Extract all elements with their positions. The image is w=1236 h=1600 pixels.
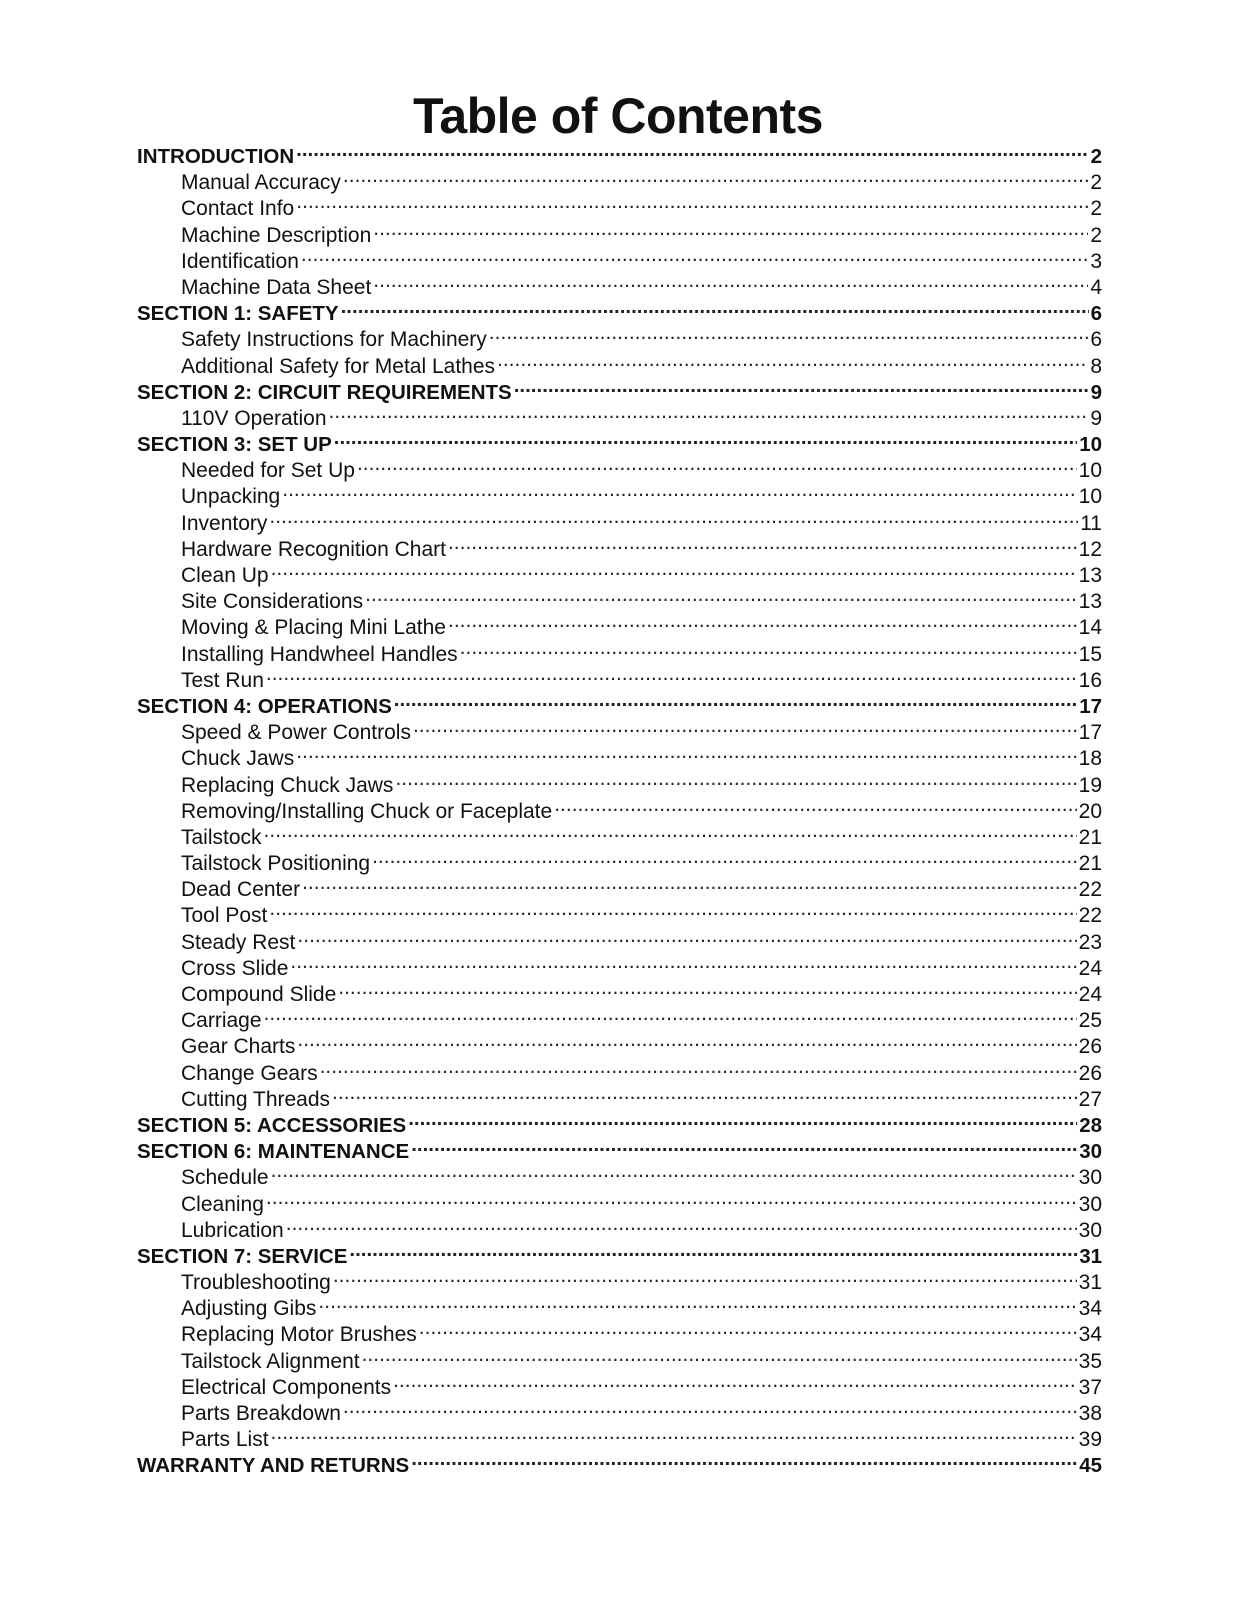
toc-page-number: 2 (1090, 171, 1102, 195)
toc-page-number: 6 (1090, 302, 1102, 326)
dot-leader (357, 451, 1077, 477)
dot-leader (296, 739, 1076, 765)
toc-entry-title: Dead Center (181, 878, 301, 902)
toc-subsection-entry[interactable] (137, 923, 1102, 954)
toc-page-number: 19 (1078, 773, 1102, 797)
toc-entry-title: Contact Info (181, 197, 295, 221)
toc-page-number: 11 (1080, 511, 1102, 535)
dot-leader (365, 582, 1077, 608)
toc-page-number: 15 (1078, 642, 1102, 666)
dot-leader (271, 1420, 1077, 1446)
toc-subsection-entry[interactable] (137, 1158, 1102, 1190)
toc-entry-title: SECTION 6: MAINTENANCE (137, 1140, 410, 1164)
toc-subsection-entry[interactable] (137, 530, 1102, 561)
toc-entry-title: Machine Data Sheet (181, 275, 372, 299)
toc-page-number: 3 (1090, 249, 1102, 273)
toc-page-number: 30 (1078, 1192, 1102, 1216)
toc-page-number: 20 (1078, 799, 1102, 823)
dot-leader (266, 661, 1077, 687)
dot-leader (264, 1001, 1077, 1027)
toc-subsection-entry[interactable] (137, 582, 1102, 614)
dot-leader (460, 635, 1077, 661)
toc-entry-title: Identification (181, 249, 299, 273)
dot-leader (282, 477, 1076, 503)
dot-leader (301, 242, 1088, 268)
toc-entry-title: Cutting Threads (181, 1087, 331, 1111)
dot-leader (320, 1054, 1077, 1080)
toc-page-number: 10 (1078, 485, 1102, 509)
toc-entry-title: Additional Safety for Metal Lathes (181, 354, 496, 378)
toc-entry-title: Manual Accuracy (181, 171, 341, 195)
dot-leader (393, 1368, 1077, 1394)
toc-page-number: 45 (1079, 1454, 1102, 1478)
dot-leader (286, 1211, 1077, 1237)
toc-page-number: 26 (1078, 1035, 1102, 1059)
toc-entry-title: Compound Slide (181, 983, 337, 1006)
toc-page-number: 10 (1078, 459, 1102, 483)
toc-page-number: 12 (1078, 537, 1102, 561)
toc-page-number: 26 (1078, 1061, 1102, 1085)
dot-leader (394, 687, 1077, 713)
toc-page-number: 6 (1090, 328, 1102, 352)
dot-leader (269, 896, 1076, 922)
toc-page-number: 18 (1078, 747, 1102, 771)
toc-section-entry[interactable] (137, 1446, 1102, 1478)
dot-leader (448, 608, 1077, 634)
toc-entry-title: SECTION 3: SET UP (137, 433, 332, 457)
dot-leader (448, 530, 1077, 556)
toc-entry-title: Needed for Set Up (181, 459, 355, 483)
toc-page-number: 21 (1078, 825, 1102, 849)
toc-entry-title: INTRODUCTION (137, 145, 295, 168)
toc-page-number: 28 (1079, 1113, 1102, 1137)
toc-section-entry[interactable] (137, 687, 1102, 718)
toc-entry-title: Adjusting Gibs (181, 1297, 317, 1321)
toc-subsection-entry[interactable] (137, 818, 1102, 849)
toc-subsection-entry[interactable] (137, 844, 1102, 876)
toc-page-number: 17 (1079, 694, 1102, 718)
dot-leader (373, 268, 1088, 294)
toc-page-number: 39 (1078, 1428, 1102, 1452)
toc-entry-title: Parts List (181, 1428, 269, 1452)
dot-leader (290, 949, 1076, 975)
dot-leader (271, 1158, 1077, 1184)
toc-entry-title: Clean Up (181, 564, 269, 587)
toc-entry-title: Speed & Power Controls (181, 721, 411, 745)
toc-entry-title: Change Gears (181, 1061, 318, 1085)
dot-leader (497, 347, 1088, 373)
dot-leader (269, 504, 1078, 530)
toc-subsection-entry[interactable] (137, 504, 1102, 535)
toc-entry-title: Cleaning (181, 1192, 264, 1216)
toc-section-entry[interactable] (137, 137, 1102, 168)
toc-entry-title: Hardware Recognition Chart (181, 537, 446, 561)
toc-entry-title: Parts Breakdown (181, 1402, 341, 1425)
dot-leader (332, 1080, 1077, 1106)
toc-page-number: 27 (1078, 1087, 1102, 1111)
dot-leader (296, 189, 1088, 215)
toc-subsection-entry[interactable] (137, 896, 1102, 928)
dot-leader (489, 320, 1089, 346)
dot-leader (411, 1132, 1077, 1158)
toc-page-number: 34 (1078, 1297, 1102, 1321)
toc-entry-title: Site Considerations (181, 590, 364, 614)
toc-subsection-entry[interactable] (137, 1027, 1102, 1059)
toc-page-number: 34 (1078, 1323, 1102, 1347)
toc-page-number: 16 (1078, 668, 1102, 692)
toc-page-number: 13 (1078, 564, 1102, 587)
dot-leader (334, 425, 1077, 451)
toc-subsection-entry[interactable] (137, 1001, 1102, 1033)
toc-entry-title: Installing Handwheel Handles (181, 642, 458, 666)
dot-leader (297, 1027, 1076, 1053)
toc-page-number: 30 (1078, 1218, 1102, 1242)
dot-leader (297, 923, 1076, 949)
toc-entry-title: Cross Slide (181, 956, 289, 980)
dot-leader (302, 870, 1077, 896)
toc-page-number: 9 (1090, 380, 1102, 404)
dot-leader (333, 1263, 1077, 1289)
toc-entry-title: SECTION 4: OPERATIONS (137, 694, 392, 718)
dot-leader (411, 1446, 1077, 1472)
toc-entry-title: Moving & Placing Mini Lathe (181, 616, 446, 640)
toc-entry-title: Replacing Chuck Jaws (181, 773, 394, 797)
toc-page-number: 4 (1090, 275, 1102, 299)
dot-leader (338, 975, 1076, 1001)
dot-leader (343, 163, 1088, 189)
toc-entry-title: SECTION 1: SAFETY (137, 302, 339, 326)
toc-page-number: 25 (1078, 1009, 1102, 1033)
dot-leader (395, 766, 1076, 792)
toc-entry-title: Tailstock Alignment (181, 1349, 360, 1373)
toc-subsection-entry[interactable] (137, 477, 1102, 509)
dot-leader (296, 137, 1088, 163)
dot-leader (554, 792, 1076, 818)
dot-leader (373, 216, 1088, 242)
toc-page-number: 23 (1078, 930, 1102, 954)
toc-entry-title: SECTION 7: SERVICE (137, 1244, 348, 1268)
toc-entry-title: Machine Description (181, 223, 372, 247)
toc-page-number: 13 (1078, 590, 1102, 614)
toc-entry-title: Tailstock Positioning (181, 852, 371, 876)
toc-entry-title: Unpacking (181, 485, 281, 509)
toc-page-number: 14 (1078, 616, 1102, 640)
toc-page-number: 37 (1078, 1375, 1102, 1399)
toc-entry-title: SECTION 2: CIRCUIT REQUIREMENTS (137, 380, 512, 404)
toc-page-number: 31 (1079, 1244, 1102, 1268)
toc-entry-title: Tailstock (181, 825, 262, 849)
toc-page-number: 30 (1078, 1166, 1102, 1190)
dot-leader (341, 294, 1089, 320)
toc-page-number: 10 (1079, 433, 1102, 457)
toc-entry-title: Electrical Components (181, 1375, 392, 1399)
dot-leader (264, 818, 1077, 844)
toc-page-number: 17 (1078, 721, 1102, 745)
dot-leader (266, 1185, 1077, 1211)
dot-leader (343, 1394, 1077, 1420)
dot-leader (349, 1237, 1077, 1263)
toc-subsection-entry[interactable] (137, 661, 1102, 692)
toc-entry-title: Carriage (181, 1009, 262, 1033)
dot-leader (329, 399, 1089, 425)
toc-entry-title: Test Run (181, 668, 264, 692)
toc-page-number: 30 (1079, 1140, 1102, 1164)
toc-page-number: 35 (1078, 1349, 1102, 1373)
toc-page-number: 2 (1090, 223, 1102, 247)
toc-page-number: 24 (1078, 983, 1102, 1006)
table-of-contents (137, 137, 1102, 1478)
toc-entry-title: Replacing Motor Brushes (181, 1323, 417, 1347)
toc-page-number: 9 (1090, 406, 1102, 430)
toc-entry-title: Safety Instructions for Machinery (181, 328, 487, 352)
toc-entry-title: Removing/Installing Chuck or Faceplate (181, 799, 553, 823)
dot-leader (271, 556, 1077, 582)
toc-entry-title: SECTION 5: ACCESSORIES (137, 1113, 407, 1137)
toc-subsection-entry[interactable] (137, 1211, 1102, 1242)
dot-leader (362, 1342, 1077, 1368)
dot-leader (514, 373, 1089, 399)
toc-subsection-entry[interactable] (137, 556, 1102, 587)
toc-entry-title: Chuck Jaws (181, 747, 295, 771)
toc-entry-title: 110V Operation (181, 406, 327, 430)
toc-entry-title: Schedule (181, 1166, 269, 1190)
toc-page-number: 24 (1078, 956, 1102, 980)
toc-entry-title: Troubleshooting (181, 1271, 331, 1295)
dot-leader (408, 1106, 1077, 1132)
toc-entry-title: Lubrication (181, 1218, 284, 1242)
toc-page-number: 22 (1078, 904, 1102, 928)
toc-entry-title: WARRANTY AND RETURNS (137, 1454, 410, 1478)
toc-entry-title: Tool Post (181, 904, 268, 928)
toc-page-number: 2 (1090, 145, 1102, 168)
toc-entry-title: Inventory (181, 511, 268, 535)
toc-subsection-entry[interactable] (137, 1185, 1102, 1216)
page-title: Table of Contents (412, 88, 823, 144)
dot-leader (413, 713, 1077, 739)
toc-subsection-entry[interactable] (137, 1420, 1102, 1452)
toc-page-number: 22 (1078, 878, 1102, 902)
toc-entry-title: Gear Charts (181, 1035, 296, 1059)
toc-page-number: 38 (1078, 1402, 1102, 1425)
dot-leader (372, 844, 1077, 870)
toc-page-number: 8 (1090, 354, 1102, 378)
toc-page-number: 31 (1078, 1271, 1102, 1295)
toc-page-number: 2 (1090, 197, 1102, 221)
dot-leader (419, 1315, 1077, 1341)
toc-entry-title: Steady Rest (181, 930, 296, 954)
toc-page-number: 21 (1078, 852, 1102, 876)
dot-leader (318, 1289, 1076, 1315)
